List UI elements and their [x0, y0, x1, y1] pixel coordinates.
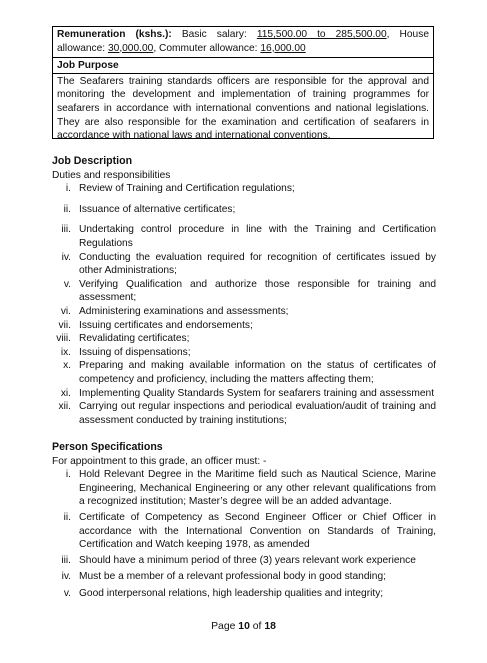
list-item	[52, 387, 436, 401]
list-item-number: iv.	[61, 251, 71, 263]
list-item-text: Undertaking control procedure in line with the Training and Certification Regulations	[79, 224, 436, 249]
page-word: Page	[211, 621, 236, 632]
list-item-text: Must be a member of a relevant professional body in good standing;	[79, 571, 386, 583]
job-description-section	[52, 155, 436, 427]
list-item-text: Verifying Qualification and authorize those responsible for training and assessment;	[79, 278, 436, 304]
of-word: of	[252, 621, 262, 632]
person-specifications-title: Person Specifications	[52, 441, 163, 453]
list-item-text: Administering examinations and assessments;	[79, 305, 289, 317]
job-purpose-text: The Seafarers training standards officers are responsible for the approval and monitoring the development and implementation of training programmes for seafarers in accordance with international conventions and national legislations. They are also responsible for the examination and certification of seafarers in accordance with national laws and international conventions.	[57, 75, 429, 142]
list-item-text: Review of Training and Certification regulations;	[79, 183, 295, 195]
list-item-number: iii.	[61, 224, 71, 236]
list-item-text: Carrying out regular inspections and periodical evaluation/audit of training and assessment conducted by training institutions;	[79, 401, 436, 426]
list-item	[52, 346, 436, 360]
duties-subtitle: Duties and responsibilities	[52, 169, 171, 181]
list-item-text: Implementing Quality Standards System for seafarers training and assessment	[79, 387, 435, 399]
list-item-text: Issuing of dispensations;	[79, 346, 191, 358]
list-item-text: Certificate of Competency as Second Engineer Officer or Chief Officer in accordance with the International Convention on Standards of Training, Certification and Watch keeping 1978, as amended	[79, 511, 436, 551]
duties-list	[52, 182, 436, 427]
list-item-number: vii.	[58, 319, 71, 331]
remuneration-box	[52, 26, 434, 142]
list-item-text: Good interpersonal relations, high leadership qualities and integrity;	[79, 587, 384, 599]
remuneration-row: Remuneration (kshs.): Basic salary: 115,500.00 to 285,500.00, House allowance: 30,000.00, Commuter allowance: 16,000.00	[53, 27, 433, 58]
page-total: 18	[264, 621, 276, 632]
commuter-allowance-value: 16,000.00	[260, 42, 306, 54]
list-item	[52, 223, 436, 250]
list-item-number: i.	[65, 183, 71, 195]
job-description-title: Job Description	[52, 155, 133, 167]
person-specifications-subtitle: For appointment to this grade, an officer must: -	[52, 455, 267, 467]
list-item-text: Hold Relevant Degree in the Maritime field such as Nautical Science, Marine Engineering, Mechanical Engineering or any other relevant qualifications from a recognized institution; Master’s degree will be an added advantage.	[79, 469, 436, 508]
list-item	[52, 587, 436, 601]
list-item-text: Issuing certificates and endorsements;	[79, 319, 253, 331]
page-footer	[0, 620, 487, 634]
list-item-number: v.	[63, 587, 71, 599]
list-item	[52, 570, 436, 584]
list-item	[52, 319, 436, 333]
list-item	[52, 554, 436, 568]
list-item-text: Revalidating certificates;	[79, 333, 190, 345]
house-allowance-value: 30,000.00	[107, 42, 154, 54]
list-item-text: Issuance of alternative certificates;	[79, 203, 236, 215]
list-item-text: Preparing and making available information on the status of certificates of competency and proficiency, including the matters affecting them;	[79, 360, 436, 385]
commuter-allowance-text: Commuter allowance:	[159, 42, 258, 54]
list-item-number: viii.	[56, 333, 71, 345]
list-item	[52, 400, 436, 427]
list-item	[52, 332, 436, 346]
list-item	[52, 182, 436, 196]
list-item-number: vi.	[60, 305, 71, 317]
list-item	[52, 251, 436, 278]
remuneration-label: Remuneration (kshs.):	[57, 29, 172, 40]
basic-salary-text: Basic salary:	[181, 29, 247, 40]
list-item	[52, 511, 436, 552]
list-item-text: Conducting the evaluation required for recognition of certificates issued by other Administrations;	[79, 251, 436, 277]
list-item	[52, 468, 436, 509]
job-purpose-title: Job Purpose	[53, 58, 433, 74]
list-item-number: iv.	[61, 571, 71, 583]
house-allowance-text: House allowance:	[57, 29, 429, 54]
list-item-number: v.	[63, 278, 71, 290]
list-item-number: xi.	[60, 387, 71, 399]
list-item-number: ix.	[60, 346, 71, 358]
list-item-number: ii.	[63, 203, 71, 215]
person-specifications-section	[52, 441, 436, 601]
salary-range: 115,500.00 to 285,500.00	[256, 29, 387, 40]
list-item-number: iii.	[61, 554, 71, 566]
list-item-text: Should have a minimum period of three (3) years relevant work experience	[79, 554, 416, 566]
list-item-number: ii.	[63, 511, 71, 523]
list-item-number: x.	[63, 360, 71, 372]
person-specifications-list	[52, 468, 436, 600]
list-item	[52, 359, 436, 386]
list-item-number: xii.	[58, 401, 71, 413]
list-item-number: i.	[65, 469, 71, 481]
list-item	[52, 305, 436, 319]
list-item	[52, 203, 436, 217]
page-current: 10	[238, 621, 250, 632]
list-item	[52, 278, 436, 305]
